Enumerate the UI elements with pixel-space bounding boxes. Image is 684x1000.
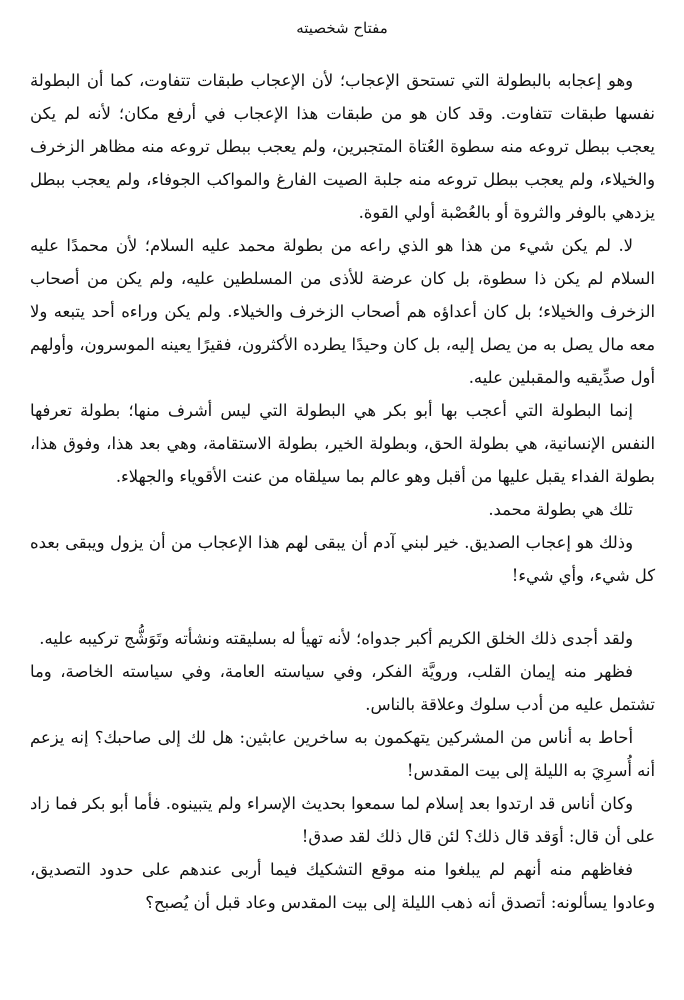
paragraph-2: لا. لم يكن شيء من هذا هو الذي راعه من بطولة محمد عليه السلام؛ لأن محمدًا عليه السلام لم يكن ذا سطوة، بل كان عرضة للأذى من المسلطين عليه، ولم يكن من أصحاب الزخرف والخيلاء؛ بل كان أعداؤه هم أصحاب الزخرف والخيلاء. ولم يكن وراءه أحد يتبعه ولا معه مال يصل به من يصل إليه، بل كان وحيدًا يطرده الأكثرون، فقيرًا يعينه الموسرون، وأولهم أول صدِّيقيه والمقبلين عليه. [30, 236, 655, 387]
paragraph-3: إنما البطولة التي أعجب بها أبو بكر هي البطولة التي ليس أشرف منها؛ بطولة تعرفها النفس الإنسانية، هي بطولة الحق، وبطولة الخير، بطولة الاستقامة، وهي بعد هذا، وفوق هذا، بطولة الفداء يقبل عليها من أقبل وهو عالم بما سيلقاه من عنت الأقوياء والجهلاء. [30, 401, 655, 486]
paragraph-1: وهو إعجابه بالبطولة التي تستحق الإعجاب؛ لأن الإعجاب طبقات تتفاوت، كما أن البطولة نفسها طبقات تتفاوت. وقد كان هو من طبقات هذا الإعجاب في أرفع مكان؛ لأنه لم يكن يعجب ببطل تروعه منه سطوة العُتاة المتجبرين، ولم يعجب ببطل تروعه منه مظاهر الزخرف والخيلاء، ولم يعجب ببطل تروعه منه جلبة الصيت الفارغ والمواكب الجوفاء، ولم يعجب ببطل يزدهي بالوفر والثروة أو بالعُصْبة أولي القوة. [30, 71, 655, 222]
paragraph-4: تلك هي بطولة محمد. [488, 500, 633, 519]
paragraph-9: وكان أناس قد ارتدوا بعد إسلام لما سمعوا بحديث الإسراء ولم يتبينوه. فأما أبو بكر فما زاد على أن قال: أوَقد قال ذلك؟ لئن قال ذلك لقد صدق! [30, 794, 655, 846]
running-header: مفتاح شخصيته [296, 19, 388, 37]
paragraph-8: أحاط به أناس من المشركين يتهكمون به ساخرين عابثين: هل لك إلى صاحبك؟ إنه يزعم أنه أُسرِيَ به الليلة إلى بيت المقدس! [30, 728, 655, 780]
paragraph-10: فغاظهم منه أنهم لم يبلغوا منه موقع التشكيك فيما أربى عندهم على حدود التصديق، وعادوا يسألونه: أتصدق أنه ذهب الليلة إلى بيت المقدس وعاد قبل أن يُصبح؟ [30, 860, 655, 912]
section-gap [30, 592, 655, 622]
page-body [30, 64, 655, 919]
paragraph-7: فظهر منه إيمان القلب، ورويَّة الفكر، وفي سياسته العامة، وفي سياسته الخاصة، وما تشتمل عليه من أدب سلوك وعلاقة بالناس. [30, 662, 655, 714]
paragraph-6: ولقد أجدى ذلك الخلق الكريم أكبر جدواه؛ لأنه تهيأ له بسليقته ونشأته وتَوَشُّج تركيبه عليه. [39, 629, 633, 648]
paragraph-5: وذلك هو إعجاب الصديق. خير لبني آدم أن يبقى لهم هذا الإعجاب من أن يزول ويبقى بعده كل شيء، وأي شيء! [30, 533, 655, 585]
